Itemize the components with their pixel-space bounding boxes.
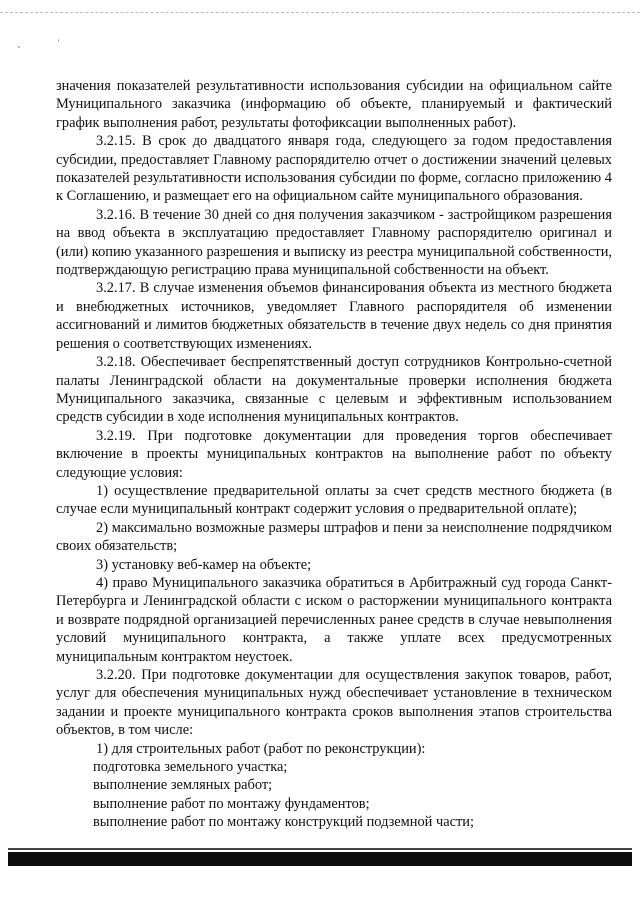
- paragraph-continuation: значения показателей результативности использования субсидии на официальном сайте Муниципального заказчика (информацию об объекте, планируемый и фактический график выполнения работ, результаты фотофиксации выполненных работ).: [56, 78, 612, 131]
- condition-1: 1) осуществление предварительной оплаты за счет средств местного бюджета (в случае если муниципальный контракт содержит условия о предварительной оплате);: [56, 482, 612, 518]
- scan-speck: ': [58, 38, 60, 47]
- subheading-construction-works: 1) для строительных работ (работ по реконструкции):: [96, 740, 426, 757]
- list-item: выполнение работ по монтажу конструкций подземной части;: [93, 814, 474, 831]
- paragraph-3-2-16: 3.2.16. В течение 30 дней со дня получения заказчиком - застройщиком разрешения на ввод объекта в эксплуатацию предоставляет Главному распорядителю оригинал и (или) копию указанного разрешения и выписку из реестра муниципальной собственности, подтверждающую регистрацию права муниципальной собственности на объект.: [56, 206, 612, 279]
- list-item: подготовка земельного участка;: [93, 759, 288, 776]
- scan-bottom-edge-line: [8, 848, 632, 850]
- scan-bottom-edge: [8, 852, 632, 866]
- paragraph-3-2-15: 3.2.15. В срок до двадцатого января года, следующего за годом предоставления субсидии, предоставляет Главному распорядителю отчет о достижении значений целевых показателей результативности использования субсидии по форме, согласно приложению 4 к Соглашению, и размещает его на официальном сайте муниципального образования.: [56, 133, 612, 205]
- list-item: выполнение работ по монтажу фундаментов;: [93, 795, 370, 812]
- scan-speck: ,: [18, 40, 20, 49]
- scan-edge-line: [0, 12, 640, 13]
- paragraph-3-2-17: 3.2.17. В случае изменения объемов финансирования объекта из местного бюджета и внебюджетных источников, уведомляет Главного распорядителя об изменении ассигнований и лимитов бюджетных обязательств в течение двух недель со дня принятия решения о соответствующих изменениях.: [56, 280, 612, 352]
- paragraph-3-2-18: 3.2.18. Обеспечивает беспрепятственный доступ сотрудников Контрольно-счетной палаты Ленинградской области на документальные проверки исполнения бюджета Муниципального заказчика, связанные с целевым и эффективным использованием средств субсидии в ходе исполнения муниципальных контрактов.: [56, 354, 612, 426]
- paragraph-3-2-20: 3.2.20. При подготовке документации для осуществления закупок товаров, работ, услуг для обеспечения муниципальных нужд обеспечивает установление в техническом задании и проекте муниципального контракта сроков выполнения этапов строительства объектов, в том числе:: [56, 667, 612, 739]
- list-item: выполнение земляных работ;: [93, 777, 273, 794]
- paragraph-3-2-19: 3.2.19. При подготовке документации для проведения торгов обеспечивает включение в проекты муниципальных контрактов на выполнение работ по объекту следующие условия:: [56, 427, 612, 481]
- document-text: [56, 77, 612, 832]
- condition-3: 3) установку веб-камер на объекте;: [96, 556, 312, 573]
- condition-2: 2) максимально возможные размеры штрафов и пени за неисполнение подрядчиком своих обязательств;: [56, 519, 612, 555]
- condition-4: 4) право Муниципального заказчика обратиться в Арбитражный суд города Санкт-Петербурга и Ленинградской области с иском о расторжении муниципального контракта и возврате подрядной организацией перечисленных ранее средств в случае невыполнения условий муниципального контракта, а также уплате всех предусмотренных муниципальным контрактом неустоек.: [56, 574, 612, 665]
